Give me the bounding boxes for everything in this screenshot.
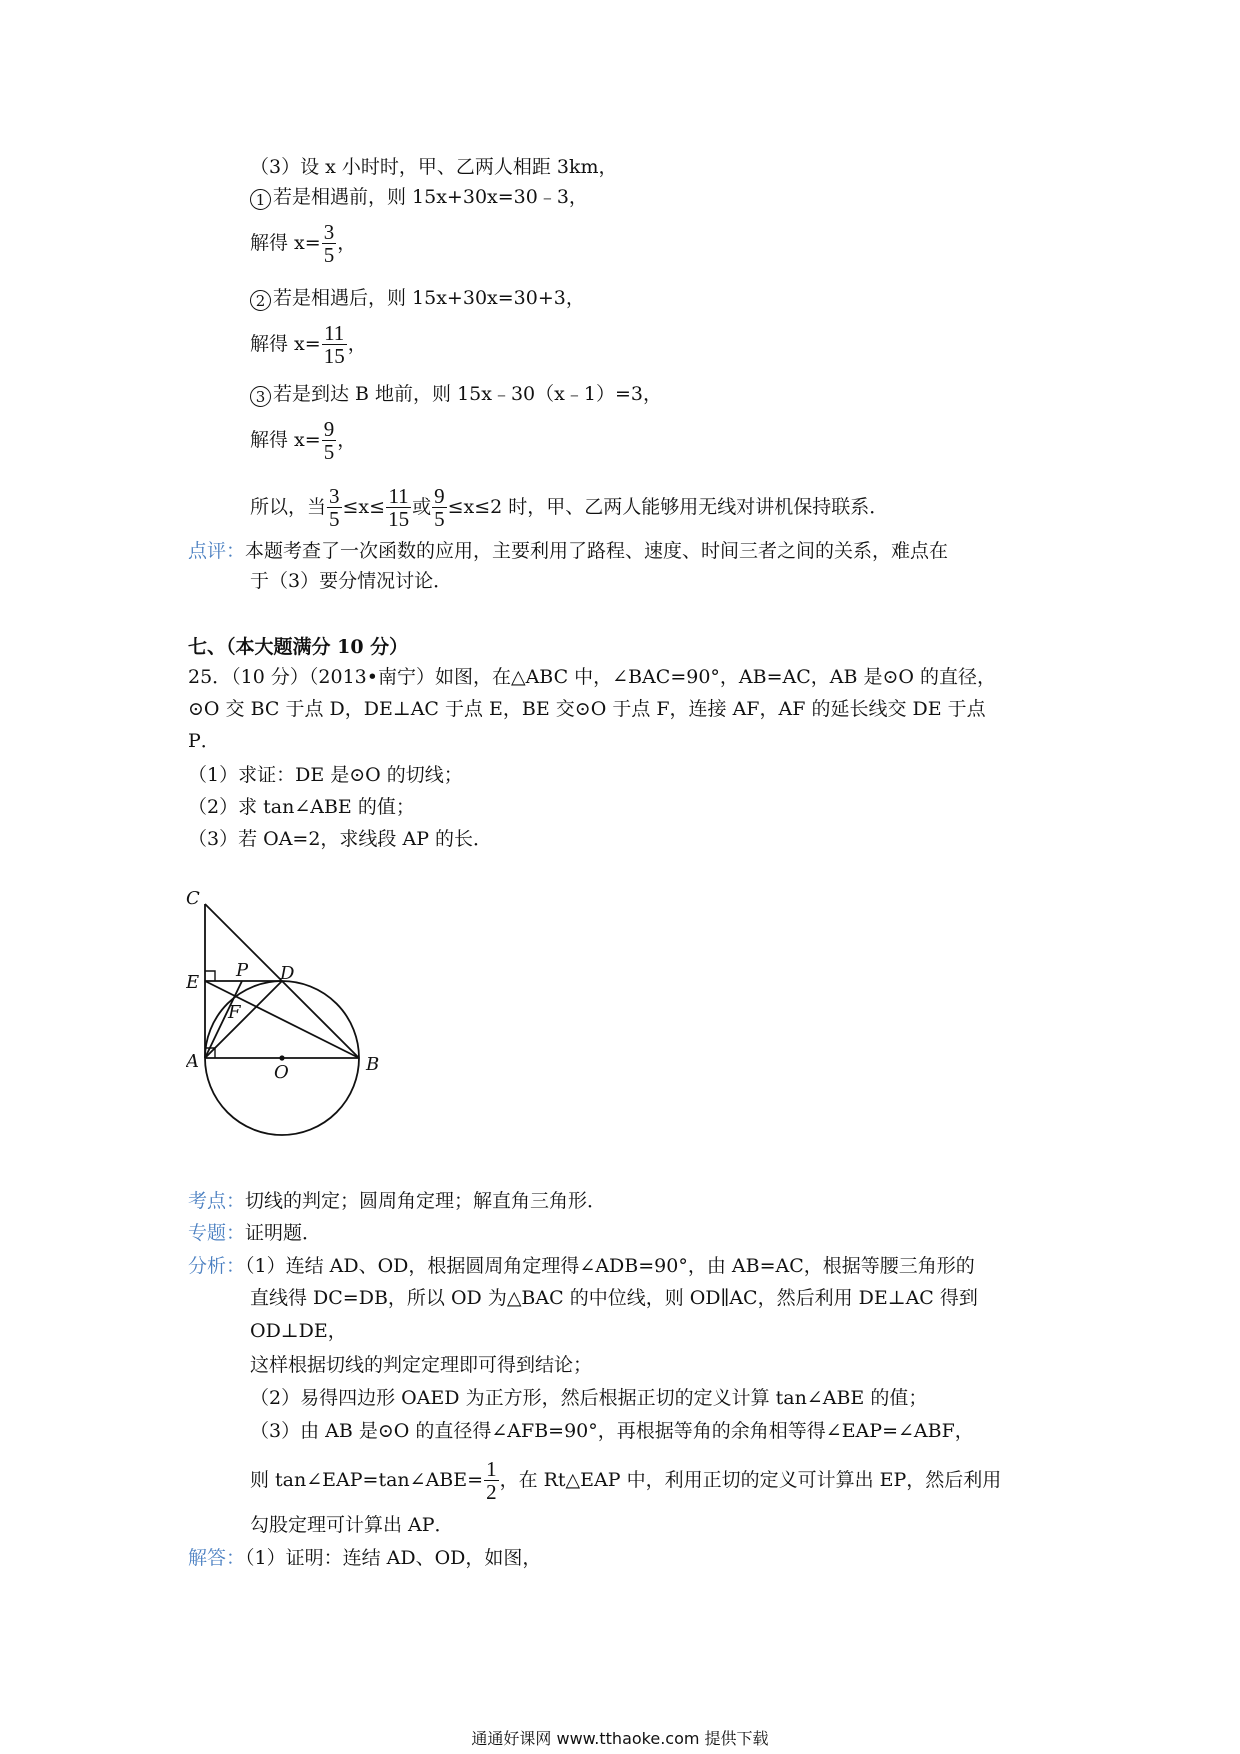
q25-line-3: P． xyxy=(188,730,220,752)
fenxi-tag: 分析： xyxy=(188,1255,246,1277)
case-1-line: 1 若是相遇前，则 15x+30x=30﹣3， xyxy=(250,182,588,212)
fenxi-line-7: 则 tan∠EAP=tan∠ABE= $\frac{1}{2}$ ，在 Rt△EAP 中，利用正切的定义可计算出 EP，然后利用 xyxy=(250,1457,1002,1504)
fraction-9-5: $\frac{9}{5}$ xyxy=(323,417,335,464)
section-heading: 七、（本大题满分 10 分） xyxy=(188,636,409,658)
label-b: B xyxy=(366,1054,380,1075)
label-e: E xyxy=(186,972,200,993)
conclusion-line: 所以，当 $\frac{3}{5}$ ≤x≤ $\frac{11}{15}$ 或 $\frac{9}{5}$ ≤x≤2 时，甲、乙两人能够用无线对讲机保持联系． xyxy=(250,484,889,531)
circled-number-1: 1 xyxy=(250,189,271,210)
q25-line-1: 25．（10 分）（2013•南宁）如图，在△ABC 中，∠BAC=90°，AB=AC，AB 是⊙O 的直径， xyxy=(188,666,997,688)
case-1-solution: 解得 x= $\frac{3}{5}$ ， xyxy=(250,220,357,267)
fenxi-line-8: 勾股定理可计算出 AP． xyxy=(250,1514,454,1536)
kaodian-tag: 考点： xyxy=(188,1190,246,1212)
circled-number-3: 3 xyxy=(250,386,271,407)
fenxi-line-2: 直线得 DC=DB，所以 OD 为△BAC 的中位线，则 OD∥AC，然后利用 DE⊥AC 得到 xyxy=(250,1287,978,1309)
fenxi-line-3: OD⊥DE， xyxy=(250,1320,347,1342)
jieda-tag: 解答： xyxy=(188,1547,246,1569)
label-p: P xyxy=(236,960,249,981)
zhuanti-tag: 专题： xyxy=(188,1222,246,1244)
comment-tag: 点评： xyxy=(188,540,246,562)
label-a: A xyxy=(186,1051,199,1072)
fraction-1-2: $\frac{1}{2}$ xyxy=(486,1457,497,1504)
case-2-solution: 解得 x= $\frac{11}{15}$ ， xyxy=(250,321,367,368)
q25-line-2: ⊙O 交 BC 于点 D，DE⊥AC 于点 E，BE 交⊙O 于点 F，连接 AF，AF 的延长线交 DE 于点 xyxy=(188,698,986,720)
q25-sub-3: （3）若 OA=2，求线段 AP 的长． xyxy=(188,828,493,850)
kaodian-line: 考点：切线的判定；圆周角定理；解直角三角形． xyxy=(188,1190,607,1212)
fraction-11-15: $\frac{11}{15}$ xyxy=(323,321,345,368)
right-angle-e xyxy=(205,971,215,981)
case-3-line: 3 若是到达 B 地前，则 15x﹣30（x﹣1）=3， xyxy=(250,379,662,409)
part3-intro: （3）设 x 小时时，甲、乙两人相距 3km， xyxy=(250,156,618,178)
case-2-line: 2 若是相遇后，则 15x+30x=30+3， xyxy=(250,283,585,313)
fenxi-line-6: （3）由 AB 是⊙O 的直径得∠AFB=90°，再根据等角的余角相等得∠EAP=∠ABF， xyxy=(250,1420,974,1442)
case-3-solution: 解得 x= $\frac{9}{5}$ ， xyxy=(250,417,357,464)
comment-line-1: 点评：本题考查了一次函数的应用，主要利用了路程、速度、时间三者之间的关系，难点在 xyxy=(188,540,949,562)
label-d: D xyxy=(280,963,295,984)
fraction-3-5: $\frac{3}{5}$ xyxy=(323,220,335,267)
segment-ad xyxy=(205,981,282,1058)
label-f: F xyxy=(228,1002,241,1023)
q25-sub-2: （2）求 tan∠ABE 的值； xyxy=(188,796,415,818)
zhuanti-line: 专题：证明题． xyxy=(188,1222,322,1244)
fenxi-line-4: 这样根据切线的判定定理即可得到结论； xyxy=(250,1354,593,1376)
page-footer: 通通好课网 www.tthaoke.com 提供下载 xyxy=(471,1729,769,1748)
label-c: C xyxy=(186,888,200,909)
comment-line-2: 于（3）要分情况讨论． xyxy=(250,570,453,592)
fenxi-line-5: （2）易得四边形 OAED 为正方形，然后根据正切的定义计算 tan∠ABE 的值； xyxy=(250,1387,928,1409)
fenxi-line-1: 分析：（1）连结 AD、OD，根据圆周角定理得∠ADB=90°，由 AB=AC，根据等腰三角形的 xyxy=(188,1255,975,1277)
jieda-line: 解答：（1）证明：连结 AD、OD，如图， xyxy=(188,1547,542,1569)
label-o: O xyxy=(274,1062,289,1083)
q25-sub-1: （1）求证：DE 是⊙O 的切线； xyxy=(188,764,463,786)
circled-number-2: 2 xyxy=(250,290,271,311)
center-point-o xyxy=(279,1055,284,1060)
geometry-figure xyxy=(186,874,386,1154)
